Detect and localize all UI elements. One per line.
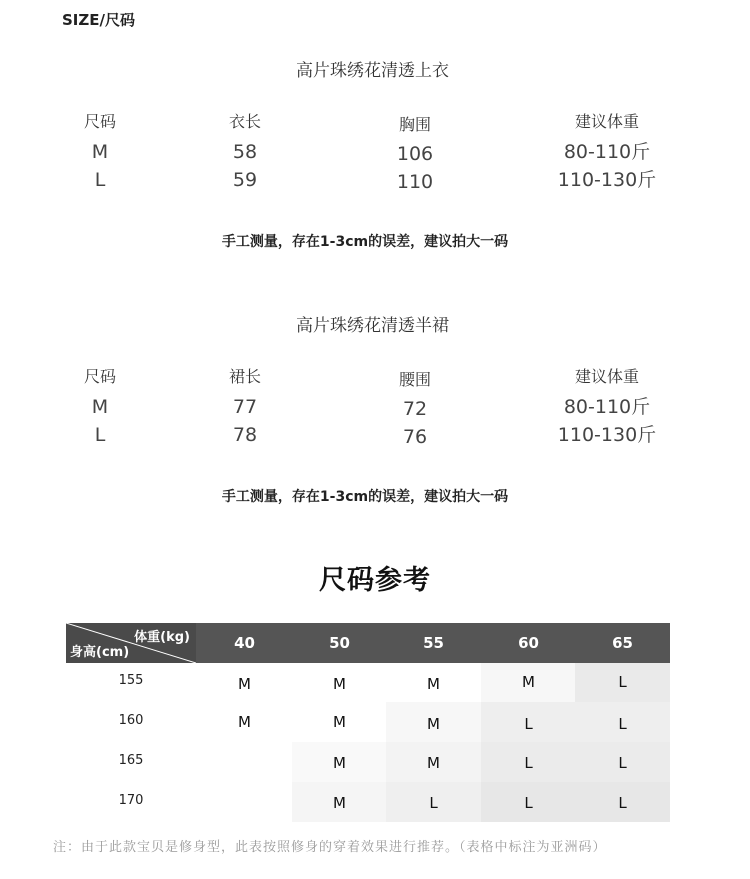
size-cell: M xyxy=(333,794,346,812)
size-cell: M xyxy=(333,713,346,731)
skirt-row-m-waist: 72 xyxy=(402,398,428,420)
skirt-header-size: 尺码 xyxy=(83,367,116,386)
top-row-l-size: L xyxy=(94,169,106,191)
height-label-165: 165 xyxy=(118,753,144,768)
size-cell: M xyxy=(333,754,346,772)
top-row-m-weight: 80-110斤 xyxy=(563,141,651,163)
top-row-m-length: 58 xyxy=(232,141,258,163)
skirt-row-l-length: 78 xyxy=(232,424,258,446)
height-label-170: 170 xyxy=(118,793,144,808)
size-label: SIZE/尺码 xyxy=(62,11,135,29)
size-cell: M xyxy=(522,673,535,691)
top-row-m-size: M xyxy=(91,141,109,163)
height-label-160: 160 xyxy=(118,713,144,728)
skirt-row-l-waist: 76 xyxy=(402,426,428,448)
skirt-row-l-weight: 110-130斤 xyxy=(557,424,657,446)
height-label-155: 155 xyxy=(118,673,144,688)
top-header-size: 尺码 xyxy=(83,112,116,131)
size-cell: M xyxy=(427,715,440,733)
size-cell: M xyxy=(427,754,440,772)
size-cell: M xyxy=(238,675,251,693)
corner-height-label: 身高(cm) xyxy=(70,645,130,660)
weight-header-65: 65 xyxy=(612,634,633,652)
size-cell: L xyxy=(618,673,627,691)
top-row-l-length: 59 xyxy=(232,169,258,191)
size-cell: M xyxy=(333,675,346,693)
size-cell: L xyxy=(618,794,627,812)
top-header-chest: 胸围 xyxy=(398,115,431,134)
weight-header-55: 55 xyxy=(423,634,444,652)
top-header-weight: 建议体重 xyxy=(574,112,639,131)
size-reference-title: 尺码参考 xyxy=(319,565,431,596)
footnote: 注：由于此款宝贝是修身型，此表按照修身的穿着效果进行推荐。（表格中标注为亚洲码） xyxy=(53,840,607,855)
size-cell: M xyxy=(238,713,251,731)
top-measure-note: 手工测量，存在1-3cm的误差，建议拍大一码 xyxy=(221,234,509,250)
skirt-table-title: 高片珠绣花清透半裙 xyxy=(296,316,449,336)
top-row-m-chest: 106 xyxy=(396,143,434,165)
top-header-length: 衣长 xyxy=(228,112,261,131)
top-row-l-chest: 110 xyxy=(396,171,434,193)
size-cell: L xyxy=(524,794,533,812)
size-cell: L xyxy=(524,715,533,733)
skirt-header-length: 裙长 xyxy=(228,367,261,386)
size-cell: L xyxy=(618,754,627,772)
weight-header-60: 60 xyxy=(518,634,539,652)
top-table-title: 高片珠绣花清透上衣 xyxy=(296,61,449,81)
skirt-header-weight: 建议体重 xyxy=(574,367,639,386)
size-cell xyxy=(197,744,292,783)
skirt-row-m-size: M xyxy=(91,396,109,418)
skirt-measure-note: 手工测量，存在1-3cm的误差，建议拍大一码 xyxy=(221,489,509,505)
skirt-row-m-length: 77 xyxy=(232,396,258,418)
size-reference-table xyxy=(66,623,670,822)
skirt-row-m-weight: 80-110斤 xyxy=(563,396,651,418)
size-cell: M xyxy=(427,675,440,693)
skirt-header-waist: 腰围 xyxy=(398,370,431,389)
size-cell: L xyxy=(524,754,533,772)
weight-header-40: 40 xyxy=(234,634,255,652)
size-cell: L xyxy=(429,794,438,812)
top-row-l-weight: 110-130斤 xyxy=(557,169,657,191)
weight-header-50: 50 xyxy=(329,634,350,652)
skirt-row-l-size: L xyxy=(94,424,106,446)
size-cell: L xyxy=(618,715,627,733)
reference-corner-cell xyxy=(66,623,196,663)
size-cell xyxy=(197,784,292,823)
corner-weight-label: 体重(kg) xyxy=(134,630,190,645)
